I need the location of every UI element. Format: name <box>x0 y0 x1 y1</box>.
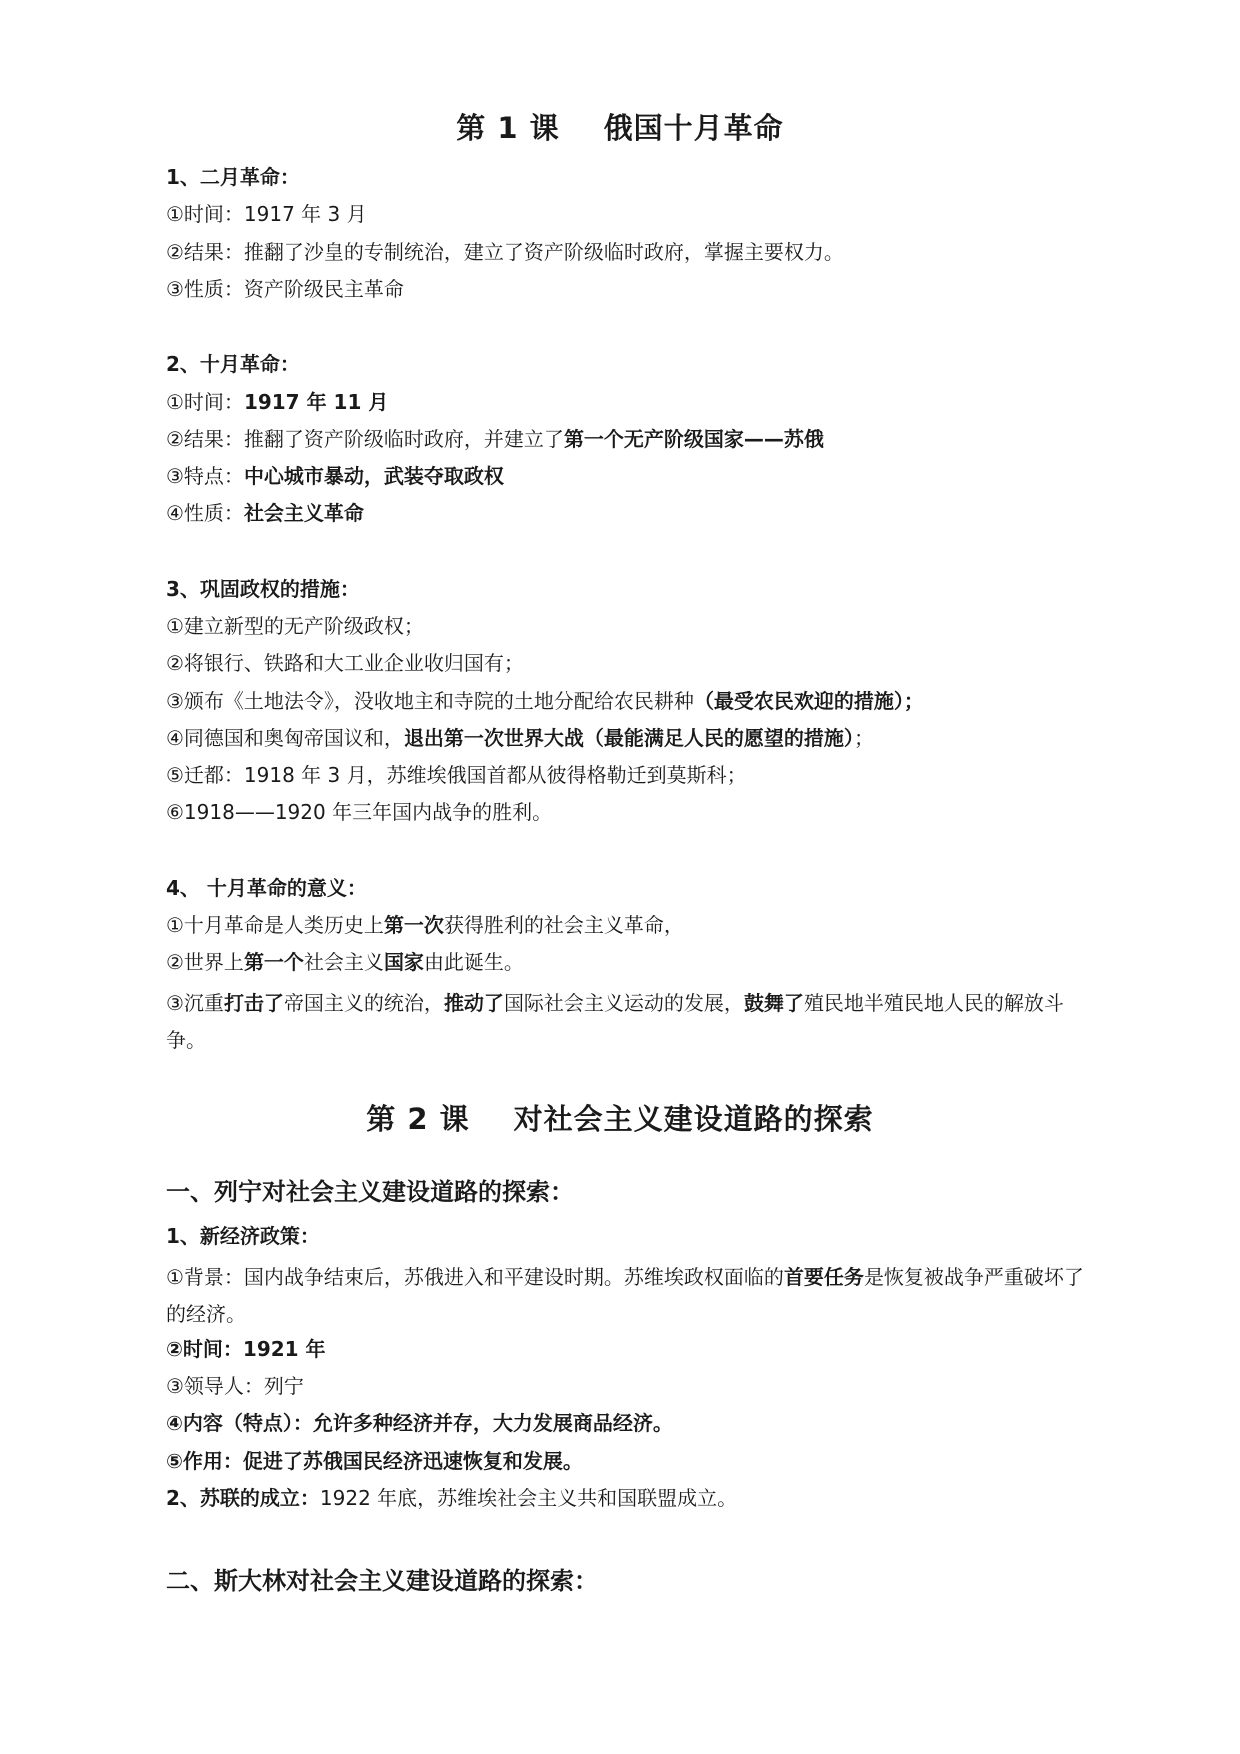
list-item: ③颁布《土地法令》，没收地主和寺院的土地分配给农民耕种（最受农民欢迎的措施）； <box>166 689 924 713</box>
list-item: ①十月革命是人类历史上第一次获得胜利的社会主义革命， <box>166 913 684 937</box>
list-item: ①时间：1917 年 3 月 <box>166 202 367 226</box>
list-item: ④内容（特点）：允许多种经济并存，大力发展商品经济。 <box>166 1411 673 1435</box>
list-item: ⑤作用：促进了苏俄国民经济迅速恢复和发展。 <box>166 1449 583 1473</box>
lesson1-number: 第 1 课 <box>456 111 560 145</box>
section-heading: 1、新经济政策： <box>166 1224 320 1248</box>
list-item: ③性质：资产阶级民主革命 <box>166 277 404 301</box>
list-item: ④同德国和奥匈帝国议和，退出第一次世界大战（最能满足人民的愿望的措施）； <box>166 726 874 750</box>
list-item: ②将银行、铁路和大工业企业收归国有； <box>166 651 524 675</box>
part-heading: 二、斯大林对社会主义建设道路的探索： <box>166 1567 598 1595</box>
list-item: 2、苏联的成立：1922 年底，苏维埃社会主义共和国联盟成立。 <box>166 1486 738 1510</box>
list-item: ②世界上第一个社会主义国家由此诞生。 <box>166 950 524 974</box>
list-item: ③领导人：列宁 <box>166 1374 304 1398</box>
list-item: ①建立新型的无产阶级政权； <box>166 614 424 638</box>
lesson2-number: 第 2 课 <box>366 1102 470 1136</box>
section-heading: 1、二月革命： <box>166 165 300 189</box>
list-item: ②时间：1921 年 <box>166 1337 326 1361</box>
list-item: ②结果：推翻了资产阶级临时政府，并建立了第一个无产阶级国家——苏俄 <box>166 427 824 451</box>
list-item: ①时间：1917 年 11 月 <box>166 390 389 414</box>
list-item: ②结果：推翻了沙皇的专制统治，建立了资产阶级临时政府，掌握主要权力。 <box>166 240 844 264</box>
list-item: ③沉重打击了帝国主义的统治，推动了国际社会主义运动的发展，鼓舞了殖民地半殖民地人民的解放斗争。 <box>166 991 1064 1052</box>
lesson1-title <box>0 106 1240 147</box>
lesson1-name: 俄国十月革命 <box>603 111 784 145</box>
list-item: ⑥1918——1920 年三年国内战争的胜利。 <box>166 800 553 824</box>
list-item: ①背景：国内战争结束后，苏俄进入和平建设时期。苏维埃政权面临的首要任务是恢复被战争严重破坏了的经济。 <box>166 1265 1084 1326</box>
list-item: ③特点：中心城市暴动，武装夺取政权 <box>166 464 504 488</box>
section-heading: 2、十月革命： <box>166 352 300 376</box>
list-item: ⑤迁都：1918 年 3 月，苏维埃俄国首都从彼得格勒迁到莫斯科； <box>166 763 747 787</box>
section-heading: 4、 十月革命的意义： <box>166 876 367 900</box>
section-heading: 3、巩固政权的措施： <box>166 577 360 601</box>
lesson2-title <box>0 1097 1240 1138</box>
lesson2-name: 对社会主义建设道路的探索 <box>513 1102 874 1136</box>
part-heading: 一、列宁对社会主义建设道路的探索： <box>166 1178 574 1206</box>
list-item: ④性质：社会主义革命 <box>166 501 364 525</box>
